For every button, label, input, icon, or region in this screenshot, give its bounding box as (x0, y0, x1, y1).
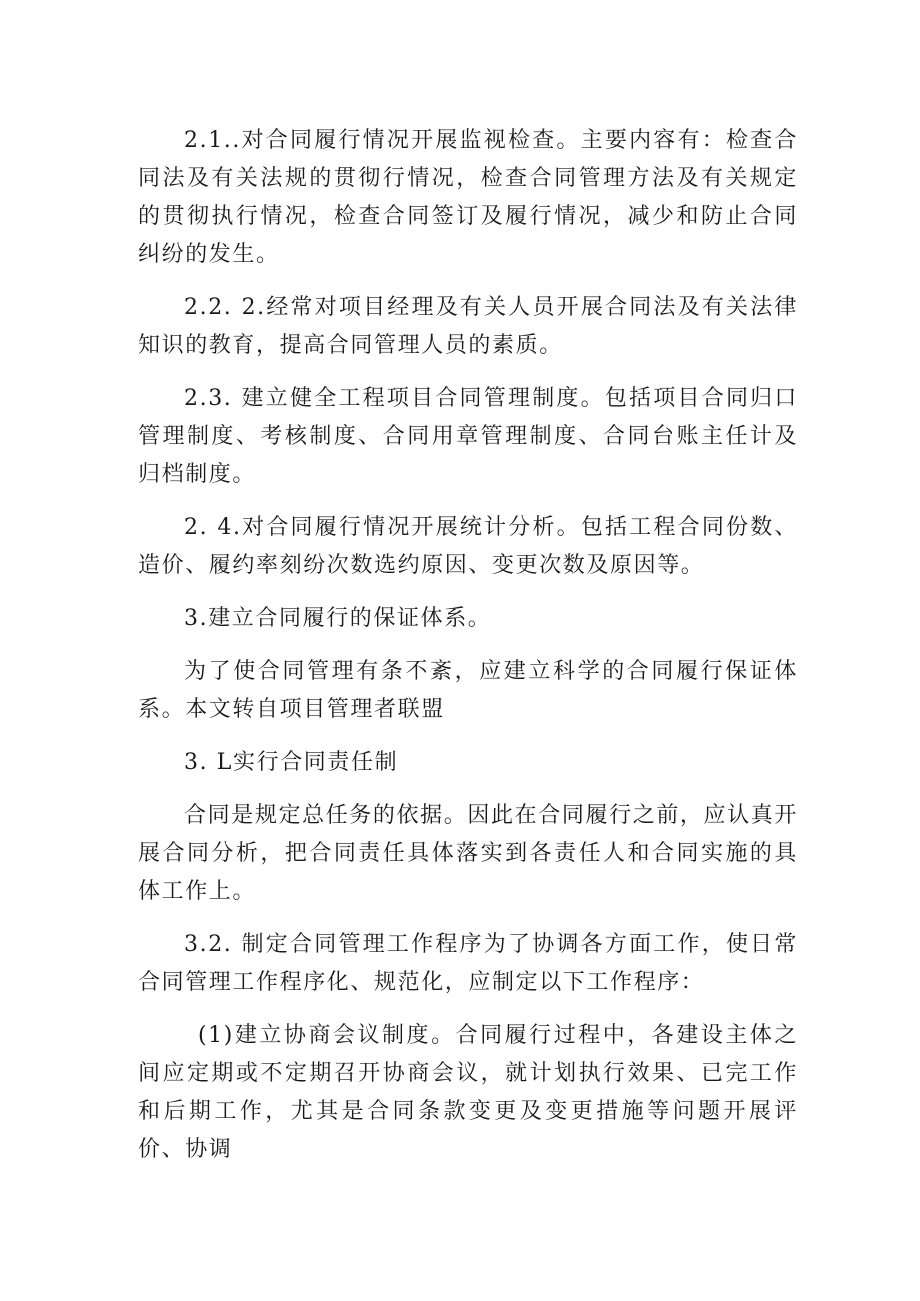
document-body (138, 122, 798, 1184)
paragraph-3-2: 3.2. 制定合同管理工作程序为了协调各方面工作，使日常合同管理工作程序化、规范化，应制定以下工作程序： (138, 932, 798, 995)
paragraph-2-4: 2. 4.对合同履行情况开展统计分析。包括工程合同份数、造价、履约率刻纷次数选约原因、变更次数及原因等。 (138, 515, 798, 578)
paragraph-item-1: (1)建立协商会议制度。合同履行过程中，各建设主体之间应定期或不定期召开协商会议，就计划执行效果、已完工作和后期工作，尤其是合同条款变更及变更措施等问题开展评价、协调 (138, 1023, 798, 1162)
paragraph-intro-3: 为了使合同管理有条不紊，应建立科学的合同履行保证体系。本文转自项目管理者联盟 (138, 659, 798, 722)
paragraph-3-1-body: 合同是规定总任务的依据。因此在合同履行之前，应认真开展合同分析，把合同责任具体落实到各责任人和合同实施的具体工作上。 (138, 803, 798, 904)
paragraph-2-2: 2.2. 2.经常对项目经理及有关人员开展合同法及有关法律知识的教育，提高合同管理人员的素质。 (138, 295, 798, 358)
heading-3-1: 3. L实行合同责任制 (184, 750, 399, 775)
heading-3: 3.建立合同履行的保证体系。 (184, 606, 492, 631)
paragraph-2-3: 2.3. 建立健全工程项目合同管理制度。包括项目合同归口管理制度、考核制度、合同用章管理制度、合同台账主任计及归档制度。 (138, 386, 798, 487)
paragraph-2-1: 2.1..对合同履行情况开展监视检查。主要内容有：检查合同法及有关法规的贯彻行情况，检查合同管理方法及有关规定的贯彻执行情况，检查合同签订及履行情况，减少和防止合同纠纷的发生。 (138, 128, 798, 267)
